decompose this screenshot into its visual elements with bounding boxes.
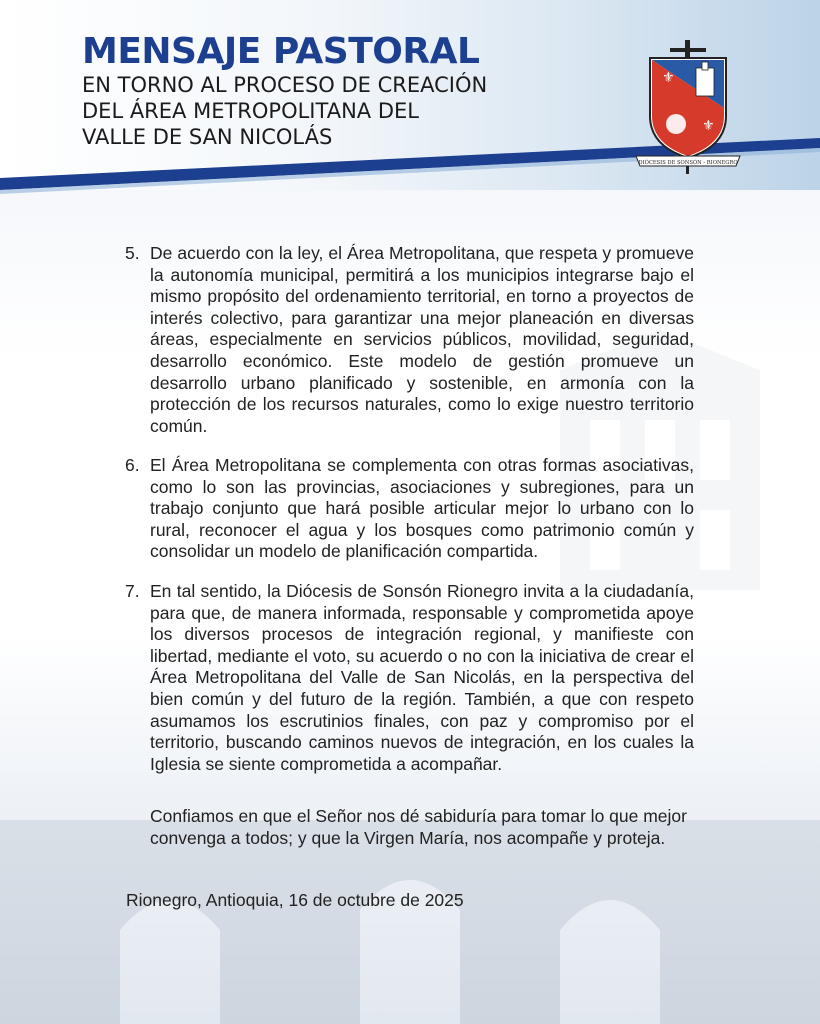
item-text: De acuerdo con la ley, el Área Metropolitana, que respeta y promueve la autonomía municipal, permitirá a los municipios integrarse bajo el mismo propósito del ordenamiento territorial, en torno a proyectos de interés colectivo, para garantizar una mejor planeación en diversas áreas, especialmente en servicios públicos, movilidad, seguridad, desarrollo económico. Este modelo de gestión promueve un desarrollo urbano planificado y sostenible, en armonía con la protección de los recursos naturales, como lo exige nuestro territorio común.: [150, 243, 694, 436]
diocese-crest-logo: [632, 38, 744, 176]
list-item: [125, 581, 694, 775]
page-title: MENSAJE PASTORAL: [82, 31, 480, 72]
svg-text:⚜: ⚜: [702, 118, 715, 134]
subtitle-line-3: VALLE DE SAN NICOLÁS: [82, 125, 333, 149]
list-item: [125, 243, 694, 437]
item-text: En tal sentido, la Diócesis de Sonsón Rionegro invita a la ciudadanía, para que, de manera informada, responsable y comprometida apoye los diversos procesos de integración regional, y manifieste con libertad, mediante el voto, su acuerdo o no con la iniciativa de crear el Área Metropolitana del Valle de San Nicolás, en la perspectiva del bien común y del futuro de la región. También, a que con respeto asumamos los escrutinios finales, con paz y compromiso por el territorio, buscando caminos nuevos de integración, en los cuales la Iglesia se siente comprometida a acompañar.: [150, 581, 694, 774]
item-number: 7.: [125, 581, 140, 601]
closing-paragraph: Confiamos en que el Señor nos dé sabiduría para tomar lo que mejor convenga a todos; y que la Virgen María, nos acompañe y proteja.: [150, 806, 687, 848]
list-item: [125, 455, 694, 563]
item-number: 6.: [125, 455, 140, 475]
subtitle-line-2: DEL ÁREA METROPOLITANA DEL: [82, 99, 419, 123]
item-text: El Área Metropolitana se complementa con otras formas asociativas, como lo son las provincias, asociaciones y subregiones, para un trabajo conjunto que hará posible articular mejor lo urbano con lo rural, reconocer el agua y los bosques como patrimonio común y consolidar un modelo de planificación compartida.: [150, 455, 694, 562]
header-title-block: [82, 32, 622, 150]
crest-caption: DIÓCESIS DE SONSÓN - RIONEGRO: [638, 160, 738, 166]
place-and-date: Rionegro, Antioquia, 16 de octubre de 2025: [126, 890, 464, 910]
subtitle-line-1: EN TORNO AL PROCESO DE CREACIÓN: [82, 73, 488, 97]
item-number: 5.: [125, 243, 140, 263]
svg-text:⚜: ⚜: [662, 70, 675, 86]
